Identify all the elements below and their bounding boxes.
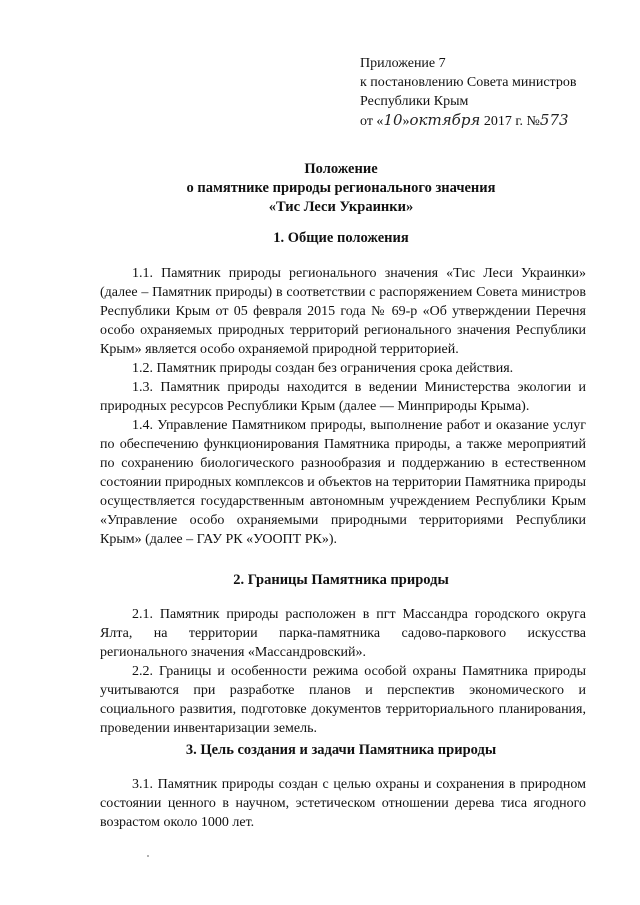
paragraph-1-2: 1.2. Памятник природы создан без ограничения срока действия.: [132, 361, 514, 376]
paragraph-2-2: 2.2. Границы и особенности режима особой охраны Памятника природы учитываются при разработке планов и перспектив экономического и социального развития, подготовке документов территориального планирования, проведении инвентаризации земель.: [100, 664, 586, 736]
appendix-number: Приложение 7: [360, 56, 446, 71]
date-prefix: от «: [360, 114, 384, 129]
scan-speck: [147, 855, 149, 857]
appendix-decree: к постановлению Совета министров: [360, 75, 577, 90]
paragraph-1-4: 1.4. Управление Памятником природы, выполнение работ и оказание услуг по обеспечению функционирования Памятника природы, а также мероприятий по сохранению биологического разнообразия и поддержанию в естественном состоянии природных комплексов и объектов на территории Памятника природы осуществляется государственным автономным учреждением Республики Крым «Управление особо охраняемыми природными территориями Республики Крым» (далее – ГАУ РК «УООПТ РК»).: [100, 418, 586, 547]
paragraph-1-3: 1.3. Памятник природы находится в ведении Министерства экологии и природных ресурсов Республики Крым (далее — Минприроды Крыма).: [100, 380, 586, 414]
date-year: 2017 г. №: [480, 114, 540, 129]
title-line-3: «Тис Леси Украинки»: [268, 199, 414, 215]
paragraph-1-1: 1.1. Памятник природы регионального значения «Тис Леси Украинки» (далее – Памятник природы) в соответствии с распоряжением Совета министров Республики Крым от 05 февраля 2015 года № 69-р «Об утверждении Перечня особо охраняемых природных территорий регионального значения Республики Крым» является особо охраняемой природной территорией.: [100, 266, 586, 357]
title-line-1: Положение: [304, 161, 378, 177]
appendix-date-line: [360, 111, 576, 131]
paragraph-2-1: 2.1. Памятник природы расположен в пгт Массандра городского округа Ялта, на территории парка-памятника садово-паркового искусства регионального значения «Массандровский».: [100, 607, 586, 660]
section-1-heading: 1. Общие положения: [273, 230, 409, 246]
appendix-republic: Республики Крым: [360, 94, 469, 109]
handwritten-day: 10: [383, 111, 403, 129]
handwritten-number: 573: [539, 111, 569, 129]
document-title: [96, 160, 586, 217]
date-mid: »: [402, 114, 410, 129]
title-line-2: о памятнике природы регионального значения: [186, 180, 496, 196]
section-2-heading: 2. Границы Памятника природы: [233, 572, 449, 588]
section-3-heading: 3. Цель создания и задачи Памятника природы: [185, 742, 497, 758]
handwritten-month: октября: [409, 111, 481, 129]
paragraph-3-1: 3.1. Памятник природы создан с целью охраны и сохранения в природном состоянии ценного в научном, эстетическом отношении дерева тиса ягодного возрастом около 1000 лет.: [100, 777, 586, 830]
appendix-block: [360, 54, 576, 131]
